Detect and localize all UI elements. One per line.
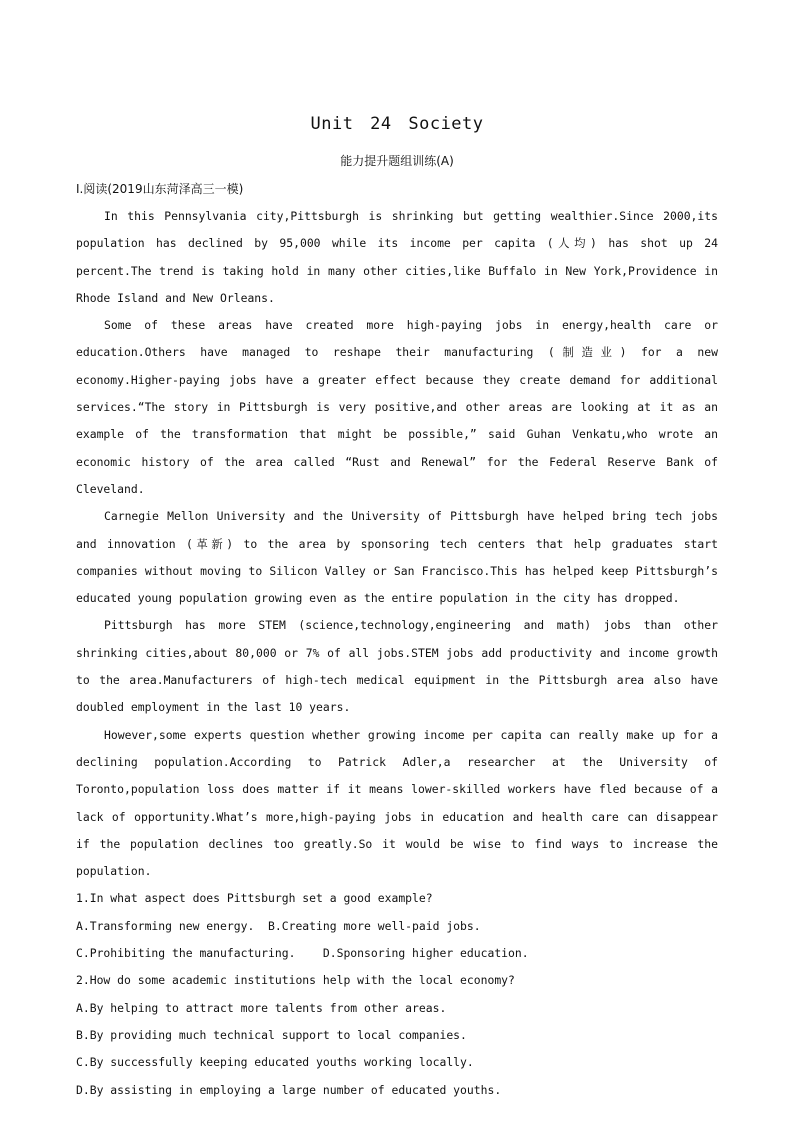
question-stem: 2.How do some academic institutions help with the local economy? xyxy=(76,973,515,988)
reading-passage xyxy=(76,203,718,1104)
paragraph-1: In this Pennsylvania city,Pittsburgh is shrinking but getting wealthier.Since 2000,its population has declined by 95,000 while its income per capita (人均) has shot up 24 percent.The trend is taking hold in many other cities,like Buffalo in New York,Providence in Rhode Island and New Orleans. xyxy=(76,209,718,305)
paragraph-3: Carnegie Mellon University and the University of Pittsburgh have helped bring tech jobs and innovation (革新) to the area by sponsoring tech centers that help graduates start companies without moving to Silicon Valley or San Francisco.This has helped keep Pittsburgh’s educated young population growing even as the entire population in the city has dropped. xyxy=(76,509,718,606)
question-stem: 1.In what aspect does Pittsburgh set a good example? xyxy=(76,891,433,906)
question-option: B.By providing much technical support to local companies. xyxy=(76,1027,467,1042)
paragraph-4: Pittsburgh has more STEM (science,technology,engineering and math) jobs than other shrinking cities,about 80,000 or 7% of all jobs.STEM jobs add productivity and income growth to the area.Manufacturers of high-tech medical equipment in the Pittsburgh area also have doubled employment in the last 10 years. xyxy=(76,618,718,715)
section-header: Ⅰ.阅读(2019山东菏泽高三一模) xyxy=(76,182,244,196)
question-option: C.By successfully keeping educated youths working locally. xyxy=(76,1055,474,1070)
question-option: D.By assisting in employing a large number of educated youths. xyxy=(76,1082,502,1097)
question-option: A.By helping to attract more talents from other areas. xyxy=(76,1000,447,1015)
question-option-row: A.Transforming new energy. B.Creating more well-paid jobs. xyxy=(76,918,481,933)
question-2 xyxy=(76,967,718,1103)
question-option-row: C.Prohibiting the manufacturing. D.Sponsoring higher education. xyxy=(76,946,529,961)
page-subtitle: 能力提升题组训练(A) xyxy=(340,154,454,168)
paragraph-2: Some of these areas have created more high-paying jobs in energy,health care or education.Others have managed to reshape their manufacturing (制造业) for a new economy.Higher-paying jobs have a greater effect because they create demand for additional services.“The story in Pittsburgh is very positive,and other areas are looking at it as an example of the transformation that might be possible,” said Guhan Venkatu,who wrote an economic history of the area called “Rust and Renewal” for the Federal Reserve Bank of Cleveland. xyxy=(76,318,718,496)
question-1 xyxy=(76,885,718,967)
page-title: Unit 24 Society xyxy=(310,114,484,134)
paragraph-5: However,some experts question whether growing income per capita can really make up for a declining population.According to Patrick Adler,a researcher at the University of Toronto,population loss does matter if it means lower-skilled workers have fled because of a lack of opportunity.What’s more,high-paying jobs in education and health care can disappear if the population declines too greatly.So it would be wise to find ways to increase the population. xyxy=(76,727,718,879)
